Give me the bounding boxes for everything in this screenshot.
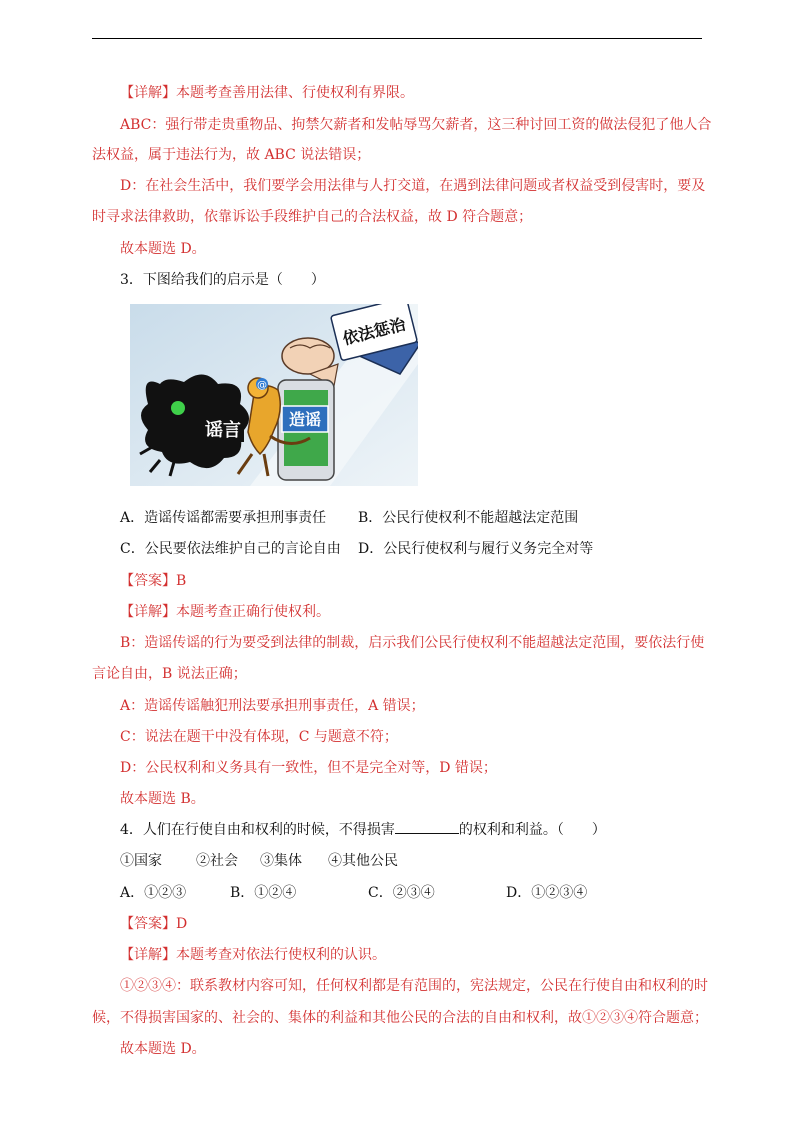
q3-option-a: A．造谣传谣都需要承担刑事责任 [120, 510, 327, 526]
q4-item-4: ④其他公民 [328, 853, 398, 869]
question-3-stem: 3．下图给我们的启示是（ ） [120, 272, 325, 288]
detail-line: 【详解】本题考查善用法律、行使权利有界限。 [120, 85, 414, 101]
q3-option-d: D．公民行使权利与履行义务完全对等 [358, 541, 594, 557]
fabricate-label: 造谣 [288, 410, 322, 429]
at-symbol: @ [257, 380, 267, 391]
q4-item-3: ③集体 [260, 853, 302, 869]
q4-blank [395, 821, 459, 834]
q3-answer: 【答案】B [120, 573, 187, 589]
q3-explanation-b-line2: 言论自由，B 说法正确； [92, 666, 247, 682]
q3-option-b: B．公民行使权利不能超越法定范围 [358, 510, 579, 526]
explanation-abc-line1: ABC：强行带走贵重物品、拘禁欠薪者和发帖辱骂欠薪者，这三种讨回工资的做法侵犯了他人合 [120, 117, 712, 133]
q4-final-answer: 故本题选 D。 [120, 1041, 206, 1057]
final-answer-line: 故本题选 D。 [120, 241, 206, 257]
q3-option-c: C．公民要依法维护自己的言论自由 [120, 541, 341, 557]
q3-detail: 【详解】本题考查正确行使权利。 [120, 604, 330, 620]
q4-detail: 【详解】本题考查对依法行使权利的认识。 [120, 947, 386, 963]
q3-explanation-b-line1: B：造谣传谣的行为要受到法律的制裁，启示我们公民行使权利不能超越法定范围，要依法行使 [120, 635, 705, 651]
rumor-label: 谣言 [205, 420, 241, 441]
q3-explanation-a: A：造谣传谣触犯刑法要承担刑事责任，A 错误； [120, 698, 425, 714]
q4-stem-pre: 4．人们在行使自由和权利的时候，不得损害 [120, 822, 395, 838]
q4-item-1: ①国家 [120, 853, 162, 869]
q3-final-answer: 故本题选 B。 [120, 791, 205, 807]
sign-text: 依法惩治 [340, 314, 408, 349]
q4-option-b: B．①②④ [230, 885, 297, 901]
explanation-d-line2: 时寻求法律救助，依靠诉讼手段维护自己的合法权益，故 D 符合题意； [92, 209, 533, 225]
q4-option-d: D．①②③④ [506, 885, 588, 901]
q4-answer: 【答案】D [120, 916, 188, 932]
q4-explanation-line2: 候，不得损害国家的、社会的、集体的利益和其他公民的合法的自由和权利，故①②③④符合题意； [92, 1010, 708, 1026]
cartoon-illustration [130, 304, 418, 486]
q4-explanation-line1: ①②③④：联系教材内容可知，任何权利都是有范围的，宪法规定，公民在行使自由和权利的时 [120, 978, 708, 994]
q3-explanation-d: D：公民权利和义务具有一致性，但不是完全对等，D 错误； [120, 760, 497, 776]
explanation-abc-line2: 法权益，属于违法行为，故 ABC 说法错误； [92, 147, 371, 163]
q4-stem-post: 的权利和利益。（ ） [458, 822, 606, 838]
q4-item-2: ②社会 [196, 853, 238, 869]
question-4-stem [120, 821, 606, 839]
q4-option-a: A．①②③ [120, 885, 187, 901]
q3-explanation-c: C：说法在题干中没有体现，C 与题意不符； [120, 729, 398, 745]
header-rule [92, 38, 702, 39]
cartoon-figure [130, 304, 418, 486]
q4-option-c: C．②③④ [368, 885, 435, 901]
explanation-d-line1: D：在社会生活中，我们要学会用法律与人打交道，在遇到法律问题或者权益受到侵害时，要及 [120, 178, 706, 194]
